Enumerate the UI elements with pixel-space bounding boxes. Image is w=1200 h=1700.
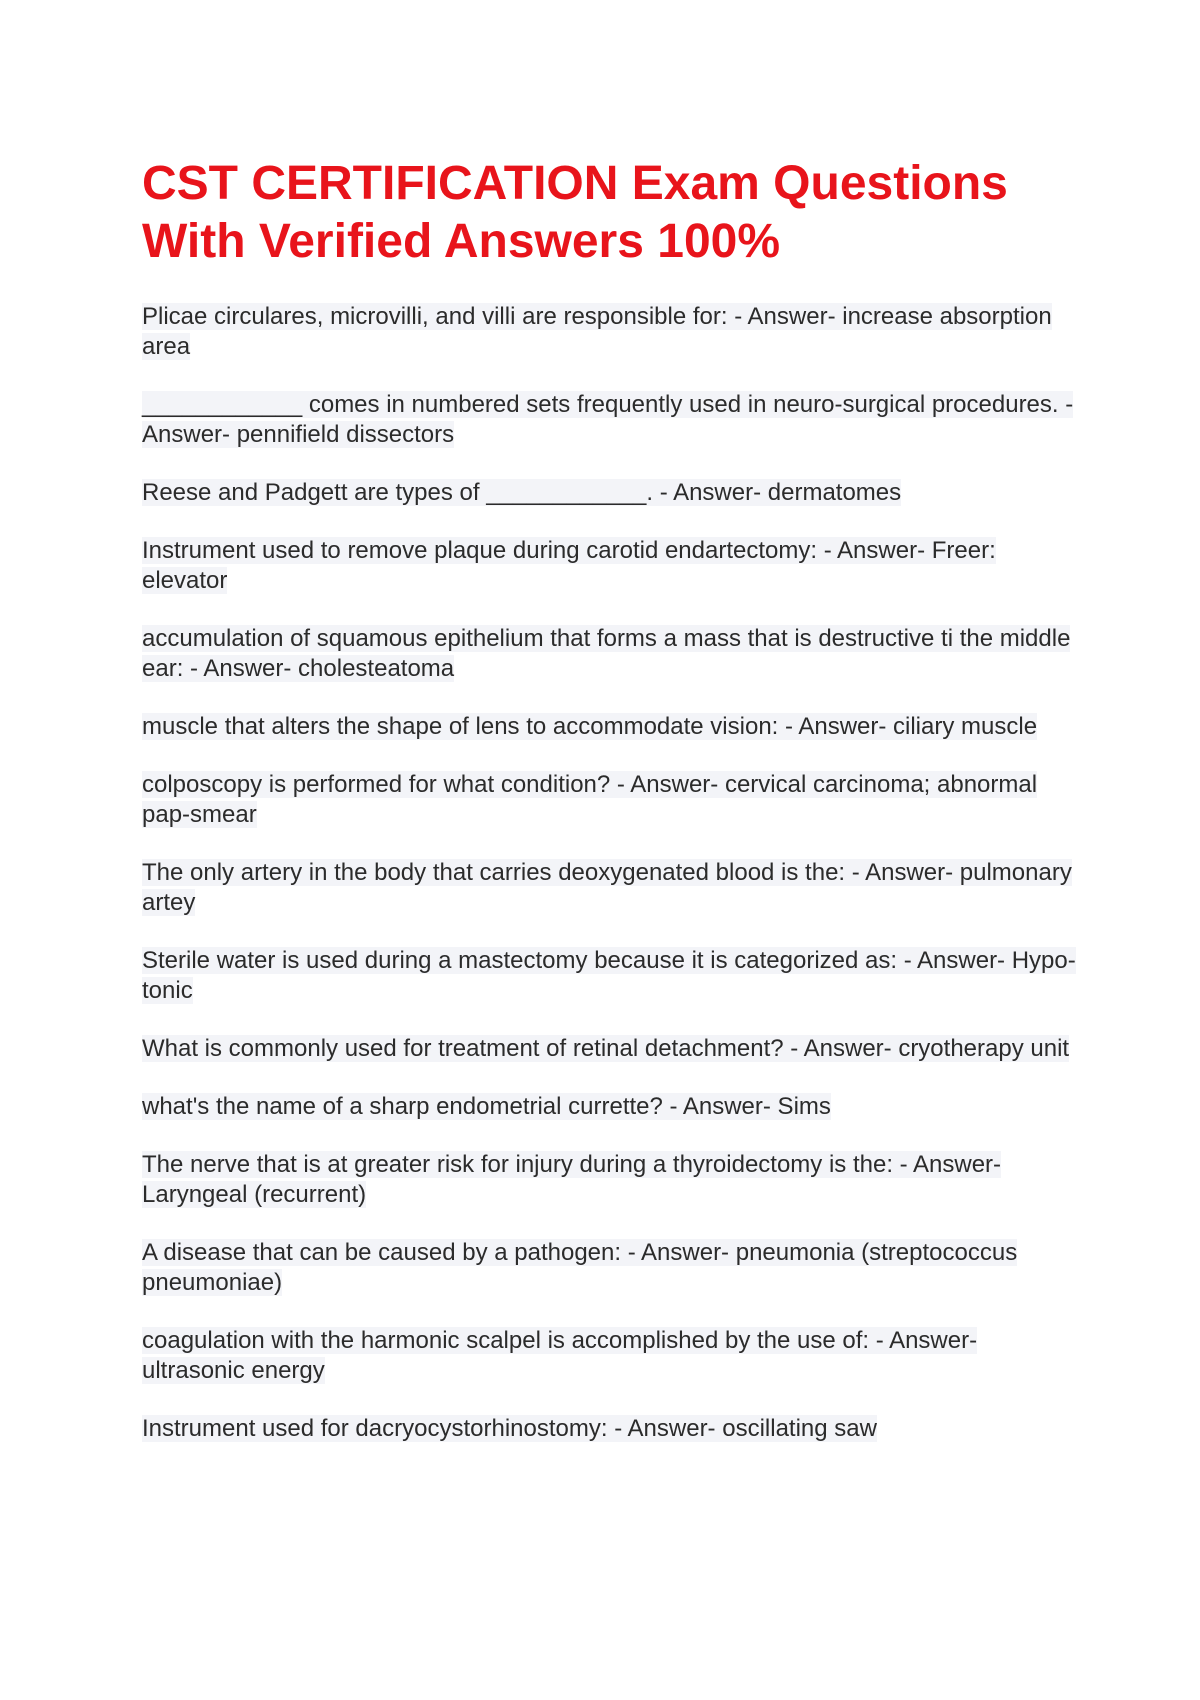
qa-text: A disease that can be caused by a pathogen: - Answer- pneumonia (streptococcus pneumoniae) (142, 1239, 1018, 1296)
qa-text: what's the name of a sharp endometrial currette? - Answer- Sims (142, 1093, 831, 1120)
qa-item (142, 770, 1082, 830)
qa-item (142, 858, 1082, 918)
qa-text: muscle that alters the shape of lens to accommodate vision: - Answer- ciliary muscle (142, 713, 1038, 740)
qa-item (142, 390, 1082, 450)
qa-item (142, 536, 1082, 596)
page-title: CST CERTIFICATION Exam Questions With Verified Answers 100% (142, 157, 1008, 268)
qa-item (142, 1150, 1082, 1210)
qa-item (142, 1034, 1082, 1064)
qa-item (142, 946, 1082, 1006)
qa-item (142, 302, 1082, 362)
qa-list (142, 302, 1082, 1472)
qa-text: ____________ comes in numbered sets frequently used in neuro-surgical procedures. - Answer- pennifield dissectors (142, 391, 1074, 448)
qa-text: accumulation of squamous epithelium that forms a mass that is destructive ti the middle ear: - Answer- cholesteatoma (142, 625, 1071, 682)
qa-item (142, 624, 1082, 684)
qa-text: Instrument used for dacryocystorhinostomy: - Answer- oscillating saw (142, 1415, 877, 1442)
qa-text: Instrument used to remove plaque during carotid endartectomy: - Answer- Freer: elevator (142, 537, 996, 594)
qa-text: Sterile water is used during a mastectomy because it is categorized as: - Answer- Hypo-tonic (142, 947, 1076, 1004)
qa-item (142, 1326, 1082, 1386)
qa-text: Plicae circulares, microvilli, and villi are responsible for: - Answer- increase absorption area (142, 303, 1052, 360)
qa-item (142, 712, 1082, 742)
qa-text: Reese and Padgett are types of ____________. - Answer- dermatomes (142, 479, 902, 506)
qa-text: colposcopy is performed for what condition? - Answer- cervical carcinoma; abnormal pap-smear (142, 771, 1038, 828)
qa-item (142, 1092, 1082, 1122)
qa-text: The only artery in the body that carries deoxygenated blood is the: - Answer- pulmonary artey (142, 859, 1072, 916)
qa-text: The nerve that is at greater risk for injury during a thyroidectomy is the: - Answer- Laryngeal (recurrent) (142, 1151, 1002, 1208)
qa-item (142, 1238, 1082, 1298)
qa-item (142, 1414, 1082, 1444)
qa-text: coagulation with the harmonic scalpel is accomplished by the use of: - Answer- ultrasonic energy (142, 1327, 978, 1384)
qa-text: What is commonly used for treatment of retinal detachment? - Answer- cryotherapy unit (142, 1035, 1070, 1062)
qa-item (142, 478, 1082, 508)
